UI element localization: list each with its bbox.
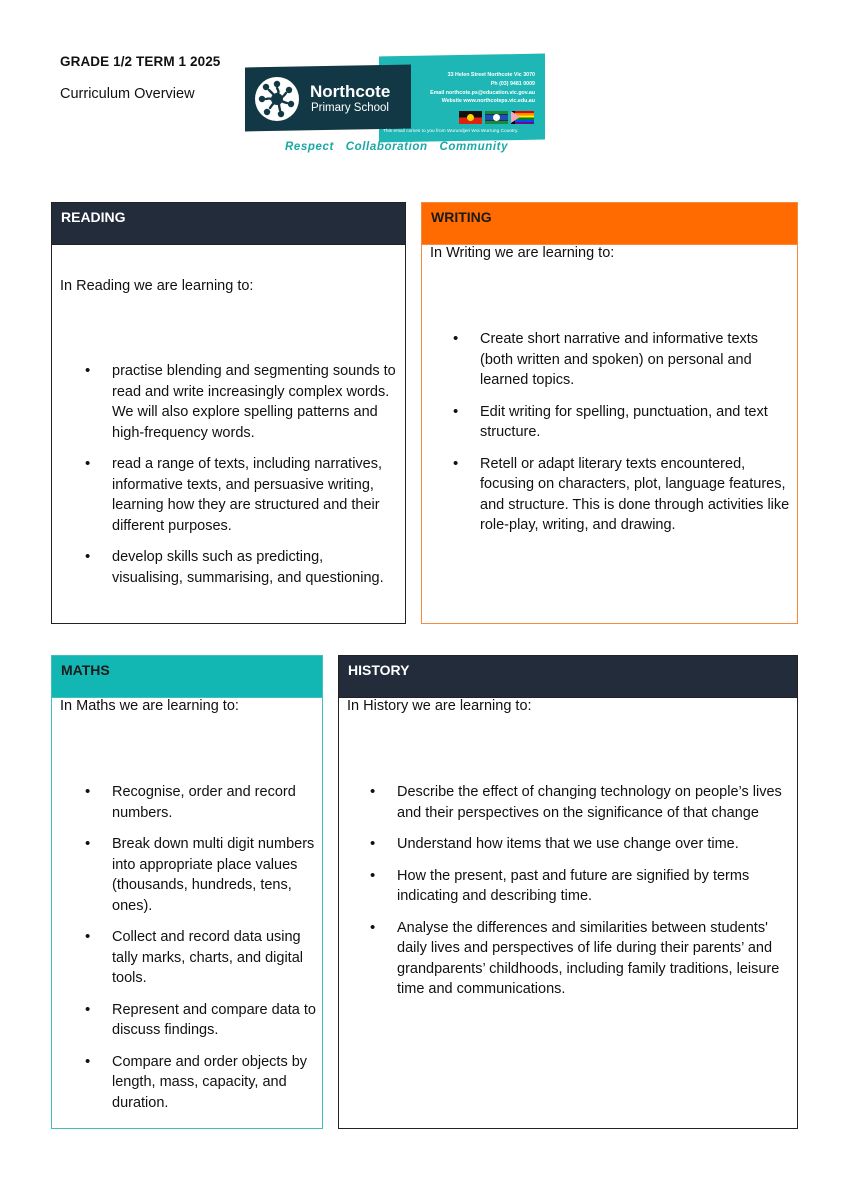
list-item: • develop skills such as predicting, visualising, summarising, and questioning. <box>62 547 397 588</box>
flags-row <box>459 111 534 124</box>
list-item: • Edit writing for spelling, punctuation, and text structure. <box>430 402 791 443</box>
list-item: • Retell or adapt literary texts encountered, focusing on characters, plot, language features, and structure. This is done through activities like role-play, writing, and drawing. <box>430 454 791 536</box>
logo-school-type: Primary School <box>311 102 389 114</box>
logo-email: Email northcote.ps@education.vic.gov.au <box>430 89 535 96</box>
maths-intro: In Maths we are learning to: <box>60 698 239 714</box>
history-heading: HISTORY <box>339 656 797 698</box>
aboriginal-flag-icon <box>459 111 482 124</box>
list-item: • Compare and order objects by length, mass, capacity, and duration. <box>62 1052 318 1114</box>
maths-list <box>62 782 318 1124</box>
logo-website: Website www.northcoteps.vic.edu.au <box>441 98 535 105</box>
progress-pride-flag-icon <box>511 111 534 124</box>
torres-strait-flag-icon <box>485 111 508 124</box>
writing-heading: WRITING <box>422 203 797 245</box>
logo-acknowledgement: This email comes to you from Wurundjeri Woi Wurrung Country. <box>383 129 519 134</box>
list-item: • Understand how items that we use change over time. <box>347 834 793 855</box>
school-emblem-icon <box>253 75 301 123</box>
history-intro: In History we are learning to: <box>347 698 532 714</box>
writing-panel <box>421 202 798 624</box>
list-item: • Create short narrative and informative texts (both written and spoken) on personal and learned topics. <box>430 329 791 391</box>
list-item: • Break down multi digit numbers into appropriate place values (thousands, hundreds, tens, ones). <box>62 834 318 916</box>
list-item: • Describe the effect of changing technology on people’s lives and their perspectives on the significance of that change <box>347 782 793 823</box>
school-motto: Respect Collaboration Community <box>285 141 509 153</box>
history-list <box>347 782 793 1011</box>
maths-heading: MATHS <box>52 656 322 698</box>
reading-panel <box>51 202 406 624</box>
list-item: • Analyse the differences and similarities between students' daily lives and perspectives of life during their parents’ and grandparents’ childhoods, including family traditions, leisure time and communications. <box>347 918 793 1000</box>
list-item: • Collect and record data using tally marks, charts, and digital tools. <box>62 927 318 989</box>
logo-school-name: Northcote <box>310 82 391 101</box>
writing-intro: In Writing we are learning to: <box>430 245 615 261</box>
writing-list <box>430 329 791 547</box>
school-logo-banner <box>245 55 547 157</box>
reading-intro: In Reading we are learning to: <box>60 278 254 294</box>
reading-list <box>62 361 397 599</box>
history-panel <box>338 655 798 1129</box>
list-item: • read a range of texts, including narratives, informative texts, and persuasive writing, learning how they are structured and their different purposes. <box>62 454 397 536</box>
logo-phone: Ph (03) 9481 0009 <box>490 80 535 87</box>
list-item: • Represent and compare data to discuss findings. <box>62 1000 318 1041</box>
list-item: • practise blending and segmenting sounds to read and write increasingly complex words. We will also explore spelling patterns and high-frequency words. <box>62 361 397 443</box>
document-subtitle: Curriculum Overview <box>60 86 195 102</box>
logo-address: 33 Helen Street Northcote Vic 3070 <box>447 72 535 78</box>
list-item: • How the present, past and future are signified by terms indicating and describing time. <box>347 866 793 907</box>
reading-heading: READING <box>52 203 405 245</box>
document-title: GRADE 1/2 TERM 1 2025 <box>60 54 221 69</box>
maths-panel <box>51 655 323 1129</box>
logo-contact-info <box>430 71 535 106</box>
list-item: • Recognise, order and record numbers. <box>62 782 318 823</box>
